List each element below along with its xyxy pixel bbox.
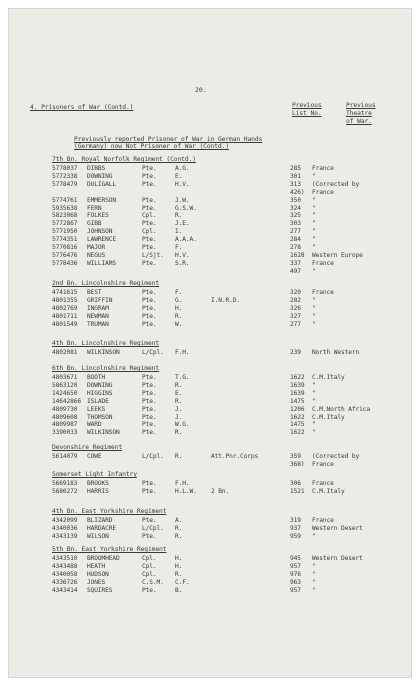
cell-no: 5772867 [52,220,78,228]
cell-no: 4801355 [52,296,78,304]
cell-initials: R. [175,212,183,220]
cell-initials: W.G. [175,421,190,429]
cell-name: BROOKS [87,480,109,487]
cell-rank: Cpl. [142,562,157,570]
cell-list: 325 [290,212,301,220]
cell-theatre: France [312,460,334,468]
cell-list: 306 [290,480,301,487]
cell-name: GRIFFIN [87,296,113,304]
cell-list: 368) [290,460,305,468]
cell-no: 4336726 [52,578,78,586]
cell-theatre: " [312,212,316,220]
cell-no: 5863120 [52,381,78,389]
cell-theatre: " [312,204,316,212]
cell-initials: H.V. [175,251,190,259]
cell-rank: Pte. [142,320,157,328]
cell-rank: Pte. [142,397,157,405]
cell-list: 1639 [290,389,305,397]
cell-list: 326 [290,304,301,312]
cell-extra: I.N.R.D. [211,296,241,304]
cell-list: 319 [290,517,301,524]
cell-list: 1639 [290,381,305,389]
cell-name: DOWNING [87,172,113,180]
cell-list: 497 [290,267,301,275]
cell-no: 5774761 [52,196,78,204]
cell-name: THOMSON [87,413,113,421]
cell-theatre: (Corrected by [312,180,360,188]
cell-no: 3390033 [52,429,78,437]
cell-name: JONES [87,578,106,586]
cell-theatre: " [312,389,316,397]
cell-theatre: " [312,220,316,228]
cell-list: 303 [290,220,301,228]
cell-rank: Cpl. [142,228,157,236]
cell-rank: Pte. [142,259,157,267]
cell-name: NEWMAN [87,312,109,320]
cell-rank: Pte. [142,304,157,312]
cell-name: WARD [87,421,102,429]
cell-rank: Pte. [142,165,157,172]
cell-rank: Pte. [142,389,157,397]
cell-theatre: France [312,517,334,524]
cell-list: 1622 [290,374,305,381]
cell-rank: Pte. [142,421,157,429]
cell-list: 1628 [290,251,305,259]
cell-list: 284 [290,236,301,244]
cell-list: 337 [290,259,301,267]
cell-initials: R. [175,453,183,460]
cell-no: 5770816 [52,244,78,251]
cell-rank: Cpl. [142,555,157,562]
cell-no: 5778436 [52,259,78,267]
cell-theatre: North Western [312,349,360,356]
cell-theatre: " [312,570,316,578]
cell-name: INGRAM [87,304,109,312]
cell-initials: R. [175,397,183,405]
cell-theatre: Western Europe [312,251,363,259]
cell-list: 957 [290,562,301,570]
cell-list: 1521 [290,487,305,495]
cell-name: LAWRENCE [87,236,117,244]
cell-theatre: " [312,381,316,389]
cell-theatre: " [312,172,316,180]
cell-rank: Pte. [142,413,157,421]
cell-initials: A. [175,517,183,524]
cell-initials: E. [175,172,183,180]
cell-rank: Pte. [142,405,157,413]
cell-initials: E. [175,389,183,397]
cell-no: 4343139 [52,532,78,540]
cell-theatre: France [312,289,334,296]
unit-heading: 4th Bn. Lincolnshire Regiment [52,340,160,347]
cell-rank: Pte. [142,289,157,296]
cell-rank: Cpl. [142,212,157,220]
unit-heading: Devonshire Regiment [52,444,123,451]
cell-theatre: C.M.North Africa [312,405,371,413]
cell-no: 4809730 [52,405,78,413]
cell-list: 301 [290,172,301,180]
cell-no: 5680272 [52,487,78,495]
cell-no: 5778037 [52,165,78,172]
cell-rank: Pte. [142,517,157,524]
cell-rank: Pte. [142,586,157,594]
cell-initials: C.F. [175,578,190,586]
cell-rank: Pte. [142,244,157,251]
cell-name: LEEKS [87,405,106,413]
cell-no: 4809608 [52,413,78,421]
cell-no: 5778479 [52,180,78,188]
cell-name: EMMERSON [87,196,117,204]
cell-rank: L/Cpl. [142,524,164,532]
cell-list: 282 [290,296,301,304]
cell-no: 5772338 [52,172,78,180]
cell-name: DIBBS [87,165,106,172]
cell-no: 4809987 [52,421,78,429]
cell-rank: Pte. [142,236,157,244]
cell-theatre: " [312,228,316,236]
cell-theatre: Western Desert [312,524,363,532]
cell-name: HARDACRE [87,524,117,532]
cell-rank: Pte. [142,532,157,540]
cell-list: 313 [290,180,301,188]
cell-rank: Pte. [142,204,157,212]
cell-initials: H. [175,555,183,562]
cell-list: 937 [290,524,301,532]
cell-no: 5776476 [52,251,78,259]
cell-initials: H. [175,304,183,312]
cell-no: 5823068 [52,212,78,220]
cell-list: 1475 [290,397,305,405]
cell-name: FERN [87,204,102,212]
cell-no: 4342099 [52,517,78,524]
cell-no: 4801549 [52,320,78,328]
cell-rank: L/Sjt. [142,251,164,259]
cell-name: BLIZARD [87,517,113,524]
cell-initials: F.H. [175,349,190,356]
cell-no: 4340058 [52,570,78,578]
cell-name: DOWNING [87,381,113,389]
list-heading-line1: Previously reported Prisoner of War in German Hands [74,136,263,143]
cell-theatre: " [312,562,316,570]
cell-theatre: C.M.Italy [312,487,345,495]
cell-name: WILSON [87,532,109,540]
unit-heading: Somerset Light Infantry [52,471,137,478]
cell-no: 4801711 [52,312,78,320]
cell-rank: L/Cpl. [142,453,164,460]
cell-list: 1475 [290,421,305,429]
cell-list: 277 [290,320,301,328]
cell-no: 4741615 [52,289,78,296]
cell-initials: H.V. [175,180,190,188]
cell-theatre: " [312,586,316,594]
cell-initials: W. [175,320,183,328]
cell-no: 4340036 [52,524,78,532]
cell-name: SQUIRES [87,586,113,594]
cell-theatre: " [312,196,316,204]
cell-list: 239 [290,349,301,356]
section-title: 4. Prisoners of War (Contd.) [30,104,134,111]
cell-no: 4803671 [52,374,78,381]
cell-initials: F. [175,244,183,251]
cell-no: 4343510 [52,555,78,562]
cell-list: 1206 [290,405,305,413]
cell-no: 5935638 [52,204,78,212]
cell-rank: Pte. [142,172,157,180]
cell-initials: T.G. [175,374,190,381]
cell-rank: Pte. [142,180,157,188]
cell-rank: Pte. [142,480,157,487]
cell-name: HIGGINS [87,389,113,397]
cell-theatre: " [312,244,316,251]
cell-name: HARRIS [87,487,109,495]
cell-list: 1622 [290,413,305,421]
cell-rank: Cpl. [142,570,157,578]
cell-theatre: " [312,304,316,312]
cell-rank: Pte. [142,374,157,381]
cell-theatre: " [312,296,316,304]
cell-initials: F. [175,289,183,296]
cell-initials: J. [175,413,183,421]
cell-list: 976 [290,570,301,578]
cell-initials: J.E. [175,220,190,228]
cell-theatre: " [312,397,316,405]
cell-no: 14642866 [52,397,82,405]
cell-name: WILKINSON [87,429,120,437]
cell-initials: H. [175,562,183,570]
cell-theatre: " [312,236,316,244]
cell-name: WILKINSON [87,349,120,356]
cell-theatre: C.M.Italy [312,374,345,381]
cell-list: 327 [290,312,301,320]
cell-extra: Att.Pnr.Corps [211,453,259,460]
cell-initials: A.G. [175,165,190,172]
cell-initials: R. [175,524,183,532]
cell-name: WILLIAMS [87,259,117,267]
cell-initials: R. [175,429,183,437]
cell-name: TRUMAN [87,320,109,328]
cell-list: 1622 [290,429,305,437]
cell-list: 359 [290,453,301,460]
cell-initials: J.W. [175,196,190,204]
cell-theatre: " [312,578,316,586]
unit-heading: 7th Bn. Royal Norfolk Regiment (Contd.) [52,156,196,163]
cell-name: BROOMHEAD [87,555,120,562]
cell-no: 4802081 [52,349,78,356]
cell-list: 277 [290,228,301,236]
cell-theatre: France [312,480,334,487]
cell-rank: Pte. [142,381,157,389]
cell-theatre: " [312,429,316,437]
cell-theatre: " [312,267,316,275]
cell-list: 320 [290,289,301,296]
list-heading-line2: (Germany) now Not Prisoner of War (Contd.) [74,143,230,150]
cell-list: 324 [290,204,301,212]
cell-theatre: C.M.Italy [312,413,345,421]
cell-list: 285 [290,165,301,172]
cell-rank: Pte. [142,296,157,304]
cell-initials: H.L.W. [175,487,197,495]
cell-name: BEST [87,289,102,296]
cell-initials: A.A.A. [175,236,197,244]
cell-name: NEGUS [87,251,106,259]
cell-initials: G.S.W. [175,204,197,212]
cell-list: 957 [290,586,301,594]
cell-initials: F.H. [175,480,190,487]
unit-heading: 4th Bn. East Yorkshire Regiment [52,508,167,515]
cell-list: 963 [290,578,301,586]
cell-no: 4802769 [52,304,78,312]
cell-no: 4343414 [52,586,78,594]
cell-extra: 2 Bn. [211,487,230,495]
cell-rank: C.S.M. [142,578,164,586]
cell-initials: I. [175,228,183,236]
cell-name: BOOTH [87,374,106,381]
cell-theatre: " [312,320,316,328]
cell-list: 945 [290,555,301,562]
cell-theatre: Western Desert [312,555,363,562]
cell-rank: Pte. [142,487,157,495]
page-number: 20. [195,86,207,94]
unit-heading: 6th Bn. Lincolnshire Regiment [52,365,160,372]
cell-theatre: France [312,165,334,172]
cell-initials: R. [175,532,183,540]
cell-theatre: France [312,188,334,196]
cell-name: DULIGALL [87,180,117,188]
cell-theatre: (Corrected by [312,453,360,460]
cell-list: 426) [290,188,305,196]
cell-no: 5771950 [52,228,78,236]
unit-heading: 2nd Bn. Lincolnshire Regiment [52,280,160,287]
cell-initials: R. [175,312,183,320]
cell-no: 1424650 [52,389,78,397]
cell-initials: R. [175,381,183,389]
cell-list: 959 [290,532,301,540]
cell-name: GIBB [87,220,102,228]
cell-name: JOHNSON [87,228,113,236]
cell-no: 5614079 [52,453,78,460]
header-previous-theatre: Previous Theatre of War. [346,102,376,125]
cell-name: COWE [87,453,102,460]
cell-name: ISLADE [87,397,109,405]
cell-theatre: " [312,312,316,320]
cell-initials: R. [175,570,183,578]
cell-initials: B. [175,586,183,594]
cell-list: 278 [290,244,301,251]
cell-initials: S.R. [175,259,190,267]
cell-rank: Pte. [142,429,157,437]
cell-name: HEATH [87,562,106,570]
unit-heading: 5th Bn. East Yorkshire Regiment [52,546,167,553]
cell-rank: Pte. [142,220,157,228]
cell-rank: Pte. [142,196,157,204]
cell-no: 5774351 [52,236,78,244]
cell-name: HUDSON [87,570,109,578]
cell-initials: J. [175,405,183,413]
cell-theatre: France [312,259,334,267]
cell-list: 350 [290,196,301,204]
cell-rank: Pte. [142,312,157,320]
cell-no: 5669183 [52,480,78,487]
cell-name: FOLKES [87,212,109,220]
cell-theatre: " [312,532,316,540]
cell-name: MAJOR [87,244,106,251]
header-previous-list: Previous List No. [292,102,322,117]
cell-theatre: " [312,421,316,429]
cell-no: 4343488 [52,562,78,570]
cell-initials: G. [175,296,183,304]
cell-rank: L/Cpl. [142,349,164,356]
